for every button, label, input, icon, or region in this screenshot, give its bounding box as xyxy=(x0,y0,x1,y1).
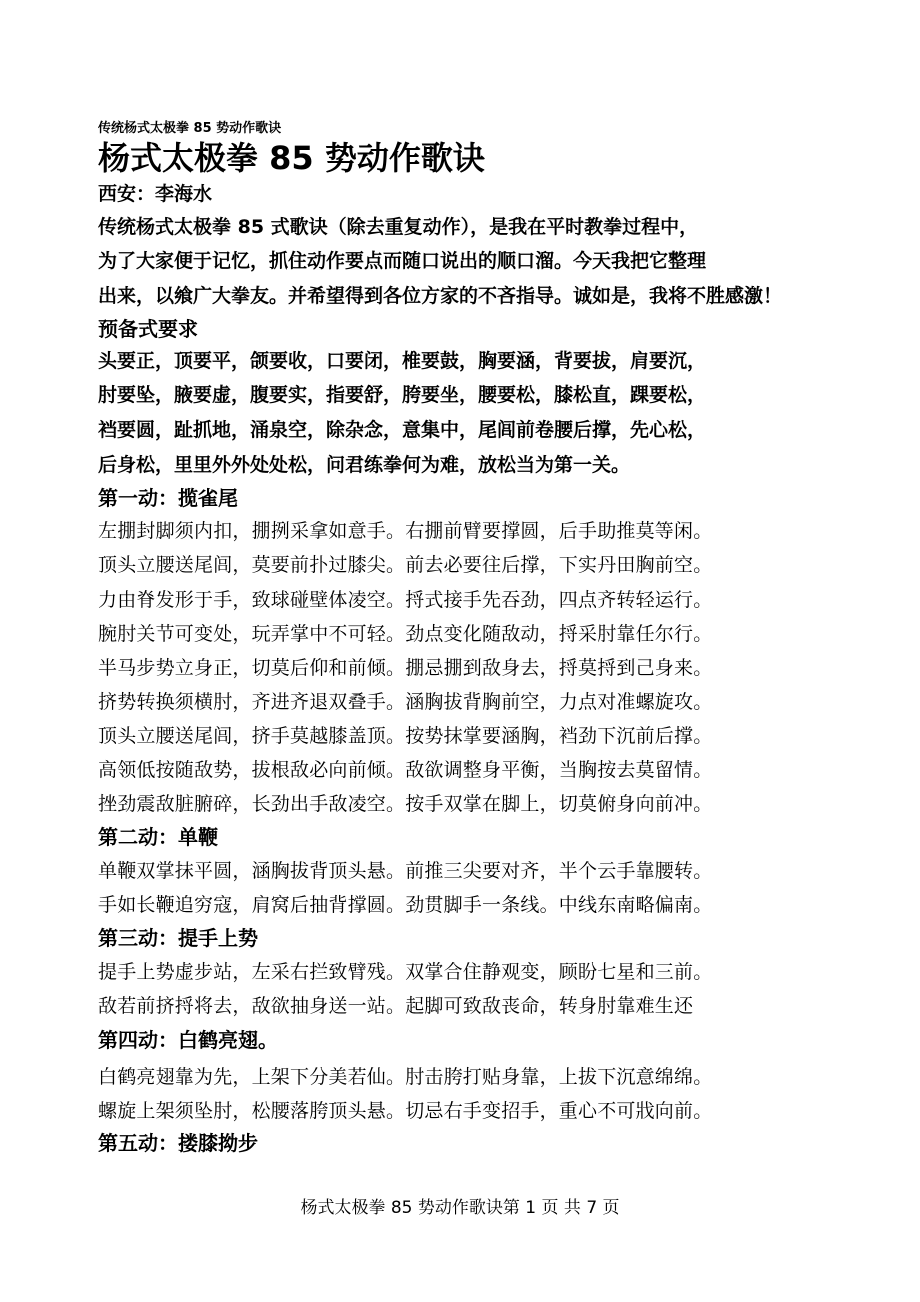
prep-line: 后身松，里里外外处处松，问君练拳何为难，放松当为第一关。 xyxy=(98,454,631,476)
section-heading-2: 第二动：单鞭 xyxy=(98,825,218,849)
intro-line: 出来，以飨广大拳友。并希望得到各位方家的不吝指导。诚如是，我将不胜感激！ xyxy=(98,285,783,307)
verse-line: 高领低按随敌势，拔根敌必向前倾。敌欲调整身平衡，当胸按去莫留情。 xyxy=(98,759,713,781)
intro-line: 为了大家便于记忆，抓住动作要点而随口说出的顺口溜。今天我把它整理 xyxy=(98,250,707,272)
verse-line: 手如长鞭追穷寇，肩窝后抽背撑圆。劲贯脚手一条线。中线东南略偏南。 xyxy=(98,894,713,916)
verse-line: 左掤封脚须内扣，掤挒采拿如意手。右掤前臂要撑圆，后手助推莫等闲。 xyxy=(98,520,713,542)
intro-line: 传统杨式太极拳 85 式歌诀（除去重复动作），是我在平时教拳过程中， xyxy=(98,216,699,238)
section-heading-3: 第三动：提手上势 xyxy=(98,926,258,950)
verse-line: 螺旋上架须坠肘，松腰落胯顶头悬。切忌右手变招手，重心不可戕向前。 xyxy=(98,1100,713,1122)
verse-line: 挫劲震敌脏腑碎，长劲出手敌凌空。按手双掌在脚上，切莫俯身向前冲。 xyxy=(98,793,713,815)
verse-line: 单鞭双掌抹平圆，涵胸拔背顶头悬。前推三尖要对齐，半个云手靠腰转。 xyxy=(98,860,713,882)
prep-line: 肘要坠，腋要虚，腹要实，指要舒，胯要坐，腰要松，膝松直，踝要松， xyxy=(98,384,707,406)
prep-line: 头要正，顶要平，颌要收，口要闭，椎要鼓，胸要涵，背要拔，肩要沉， xyxy=(98,350,707,372)
section-heading-prep: 预备式要求 xyxy=(98,317,198,341)
section-heading-1: 第一动：揽雀尾 xyxy=(98,486,238,510)
verse-line: 半马步势立身正，切莫后仰和前倾。掤忌掤到敌身去，捋莫捋到己身来。 xyxy=(98,657,713,679)
verse-line: 力由脊发形于手，致球碰壁体凌空。捋式接手先吞劲，四点齐转轻运行。 xyxy=(98,589,713,611)
author-line: 西安：李海水 xyxy=(98,183,213,205)
verse-line: 腕肘关节可变处，玩弄掌中不可轻。劲点变化随敌动，捋采肘靠任尔行。 xyxy=(98,623,713,645)
verse-line: 顶头立腰送尾闾，挤手莫越膝盖顶。按势抹掌要涵胸，裆劲下沉前后撑。 xyxy=(98,725,713,747)
verse-line: 提手上势虚步站，左采右拦致臂残。双掌合住静观变，顾盼七星和三前。 xyxy=(98,961,713,983)
page-title: 杨式太极拳 85 势动作歌诀 xyxy=(98,139,485,177)
page-footer: 杨式太极拳 85 势动作歌诀第 1 页 共 7 页 xyxy=(300,1198,620,1218)
running-header: 传统杨式太极拳 85 势动作歌诀 xyxy=(98,121,282,136)
section-heading-4: 第四动：白鹤亮翅。 xyxy=(98,1028,278,1052)
section-heading-5: 第五动：搂膝拗步 xyxy=(98,1131,258,1155)
verse-line: 挤势转换须横肘，齐进齐退双叠手。涵胸拔背胸前空，力点对准螺旋攻。 xyxy=(98,691,713,713)
verse-line: 顶头立腰送尾闾，莫要前扑过膝尖。前去必要往后撑，下实丹田胸前空。 xyxy=(98,554,713,576)
verse-line: 白鹤亮翅靠为先，上架下分美若仙。肘击胯打贴身靠，上拔下沉意绵绵。 xyxy=(98,1066,713,1088)
prep-line: 裆要圆，趾抓地，涌泉空，除杂念，意集中，尾闾前卷腰后撑，先心松， xyxy=(98,419,707,441)
verse-line: 敌若前挤捋将去，敌欲抽身送一站。起脚可致敌丧命，转身肘靠难生还 xyxy=(98,995,694,1017)
